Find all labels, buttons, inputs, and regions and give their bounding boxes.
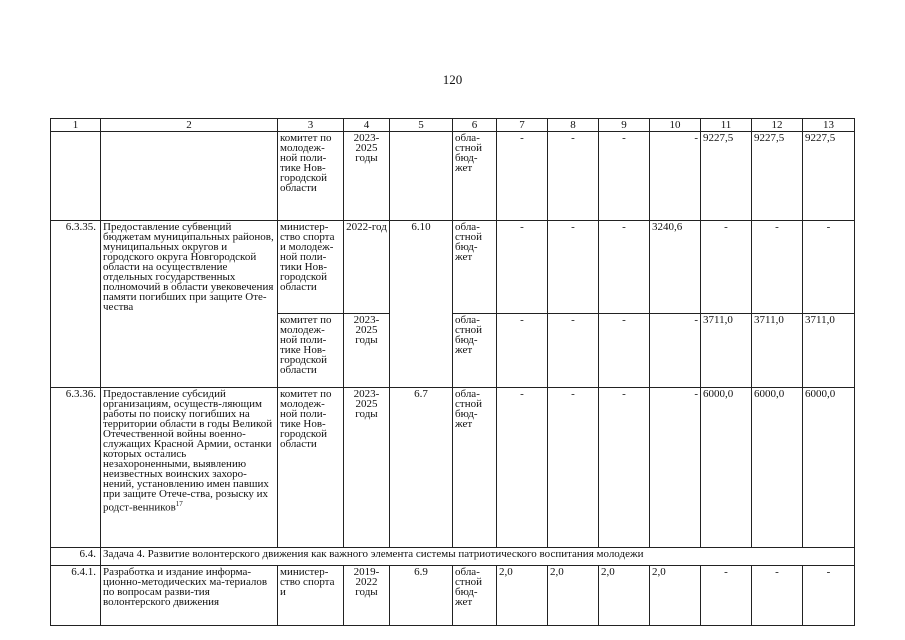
- cell-value: 2,0: [548, 566, 599, 626]
- cell-value: -: [497, 314, 548, 388]
- cell-activity: [101, 132, 278, 221]
- task-title: Задача 4. Развитие волонтерского движения как важного элемента системы патриотического воспитания молодежи: [101, 548, 855, 566]
- cell-value: 9227,5: [752, 132, 803, 221]
- table-row: [51, 221, 855, 314]
- cell-value: -: [548, 314, 599, 388]
- cell-value: -: [599, 388, 650, 548]
- cell-value: 2,0: [497, 566, 548, 626]
- page-number: 120: [442, 72, 463, 87]
- cell-value: -: [752, 221, 803, 314]
- cell-target: 6.10: [390, 221, 453, 388]
- col-header: 3: [278, 119, 344, 132]
- cell-value: 2,0: [650, 566, 701, 626]
- cell-period: 2023-2025 годы: [344, 314, 390, 388]
- cell-source: обла-стной бюд-жет: [453, 314, 497, 388]
- cell-value: -: [497, 132, 548, 221]
- cell-value: -: [548, 132, 599, 221]
- cell-value: -: [599, 221, 650, 314]
- cell-value: -: [497, 221, 548, 314]
- footnote-ref: 17: [175, 500, 183, 508]
- col-header: 12: [752, 119, 803, 132]
- cell-value: 9227,5: [701, 132, 752, 221]
- cell-value: 6000,0: [803, 388, 855, 548]
- col-header: 5: [390, 119, 453, 132]
- cell-value: 3711,0: [803, 314, 855, 388]
- cell-value: -: [752, 566, 803, 626]
- cell-target: [390, 132, 453, 221]
- cell-executor: министер-ство спорта и: [278, 566, 344, 626]
- cell-value: 3711,0: [752, 314, 803, 388]
- cell-period: 2023-2025 годы: [344, 132, 390, 221]
- cell-executor: комитет по молодеж-ной поли-тике Нов-городской области: [278, 314, 344, 388]
- col-header: 4: [344, 119, 390, 132]
- cell-number: 6.4.: [51, 548, 101, 566]
- cell-target: 6.9: [390, 566, 453, 626]
- cell-value: -: [803, 566, 855, 626]
- cell-value: -: [599, 314, 650, 388]
- cell-period: 2022-год: [344, 221, 390, 314]
- cell-number: [51, 132, 101, 221]
- cell-source: обла-стной бюд-жет: [453, 388, 497, 548]
- cell-value: -: [548, 388, 599, 548]
- column-numbers-row: [51, 119, 855, 132]
- cell-value: 9227,5: [803, 132, 855, 221]
- col-header: 1: [51, 119, 101, 132]
- cell-value: -: [599, 132, 650, 221]
- cell-activity: Разработка и издание информа-ционно-методических ма-териалов по вопросам разви-тия волонтерского движения: [101, 566, 278, 626]
- cell-number: 6.4.1.: [51, 566, 101, 626]
- col-header: 9: [599, 119, 650, 132]
- table-row: [51, 388, 855, 548]
- col-header: 2: [101, 119, 278, 132]
- table-row: [51, 132, 855, 221]
- cell-source: обла-стной бюд-жет: [453, 221, 497, 314]
- col-header: 10: [650, 119, 701, 132]
- cell-value: 3711,0: [701, 314, 752, 388]
- cell-target: 6.7: [390, 388, 453, 548]
- cell-number: 6.3.35.: [51, 221, 101, 388]
- cell-activity: [101, 388, 278, 548]
- cell-value: -: [701, 221, 752, 314]
- cell-value: -: [650, 314, 701, 388]
- task-row: [51, 548, 855, 566]
- cell-value: 6000,0: [701, 388, 752, 548]
- cell-source: обла-стной бюд-жет: [453, 132, 497, 221]
- activity-text: Предоставление субсидий организациям, осуществ-ляющим работы по поиску погибших на территории области в годы Великой Отечественной войны военно-служащих Красной Армии, останки которых остались незахороненными, выявлению неизвестных воинских захоро-нений, установлению имен павших при защите Отече-ства, розыску их родст-венников: [103, 388, 273, 514]
- cell-executor: министер-ство спорта и молодеж-ной поли-тики Нов-городской области: [278, 221, 344, 314]
- cell-value: 2,0: [599, 566, 650, 626]
- cell-value: -: [650, 388, 701, 548]
- cell-executor: комитет по молодеж-ной поли-тике Нов-городской области: [278, 388, 344, 548]
- cell-number: 6.3.36.: [51, 388, 101, 548]
- col-header: 11: [701, 119, 752, 132]
- cell-source: обла-стной бюд-жет: [453, 566, 497, 626]
- cell-value: 6000,0: [752, 388, 803, 548]
- col-header: 7: [497, 119, 548, 132]
- table-row: [51, 566, 855, 626]
- cell-period: 2023-2025 годы: [344, 388, 390, 548]
- cell-value: -: [701, 566, 752, 626]
- cell-value: -: [548, 221, 599, 314]
- col-header: 6: [453, 119, 497, 132]
- cell-value: -: [650, 132, 701, 221]
- col-header: 8: [548, 119, 599, 132]
- program-table: [50, 118, 855, 626]
- cell-activity: Предоставление субвенций бюджетам муниципальных районов, муниципальных округов и городского округа Новгородской области на осуществление отдельных государственных полномочий в области увековечения памяти погибших при защите Оте-чества: [101, 221, 278, 388]
- col-header: 13: [803, 119, 855, 132]
- cell-value: -: [497, 388, 548, 548]
- cell-value: -: [803, 221, 855, 314]
- cell-period: 2019-2022 годы: [344, 566, 390, 626]
- cell-value: 3240,6: [650, 221, 701, 314]
- cell-executor: комитет по молодеж-ной поли-тике Нов-городской области: [278, 132, 344, 221]
